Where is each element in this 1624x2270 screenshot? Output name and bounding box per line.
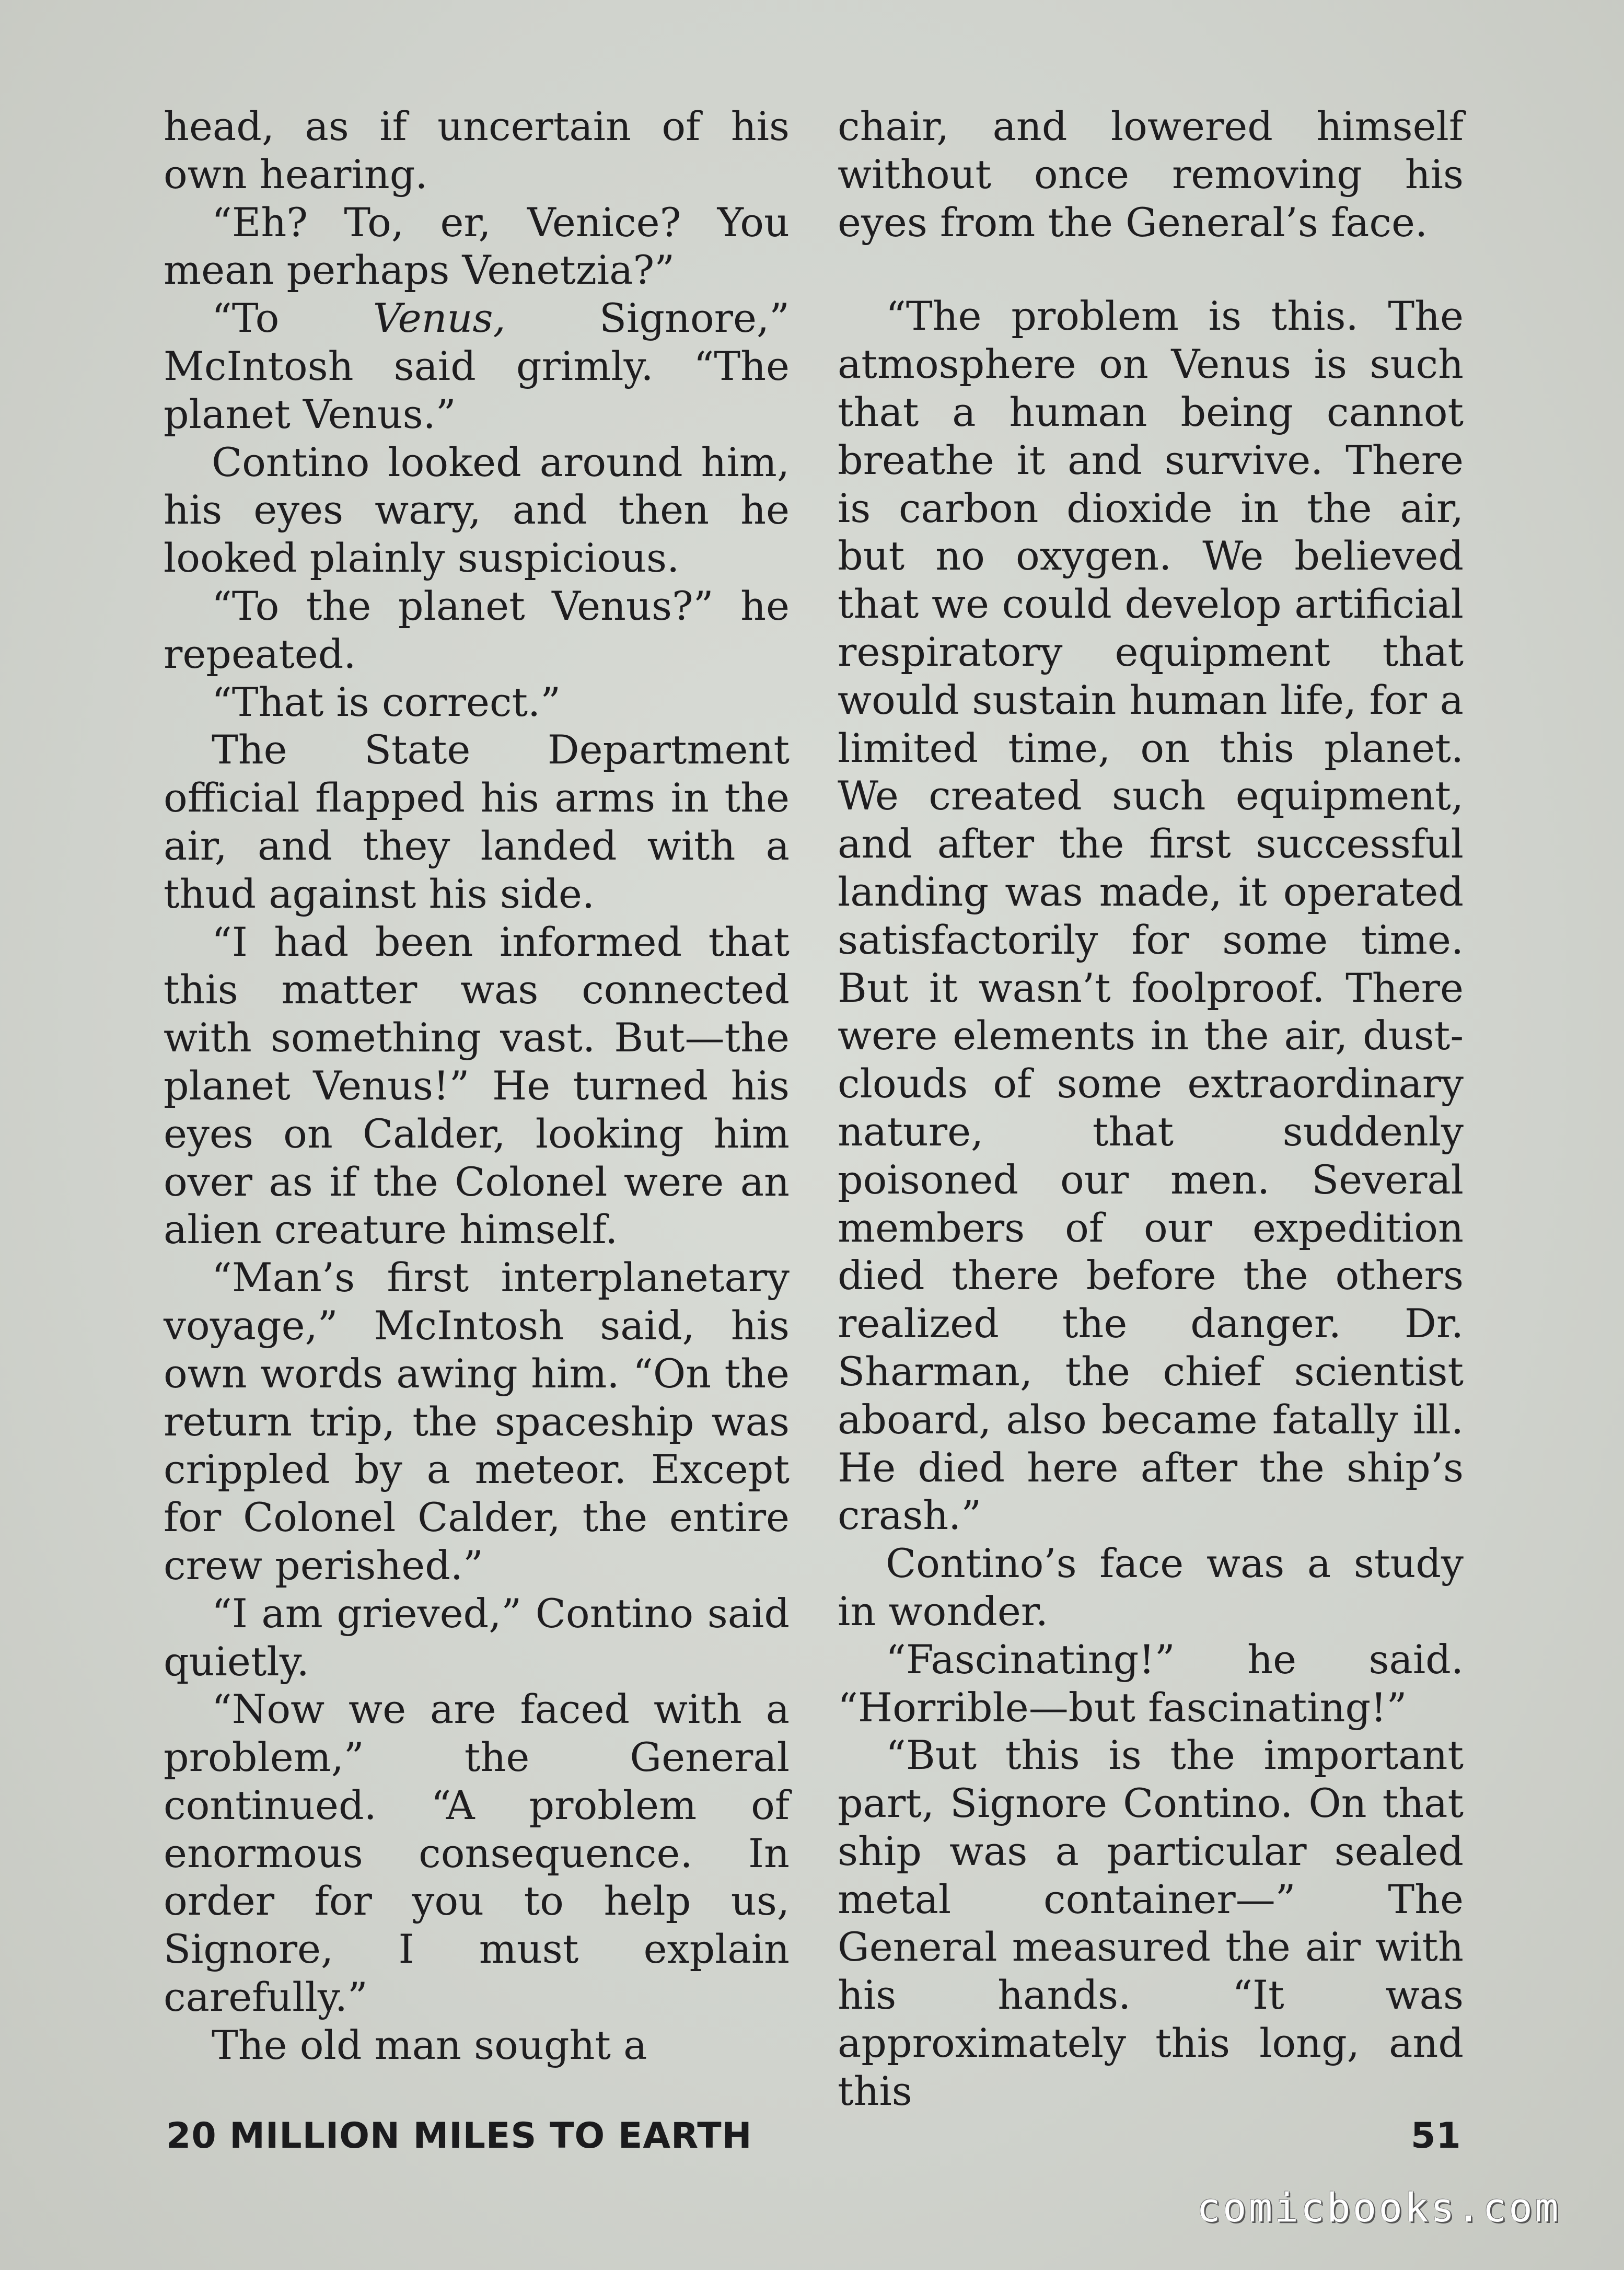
paragraph: “That is correct.” — [212, 678, 561, 725]
paragraph-continuation: chair, and lowered himself without once removing his eyes from the General’s face. — [838, 103, 1464, 246]
paragraph: “To the planet Venus?” he repeated. — [164, 582, 790, 677]
paragraph-text: “To — [212, 295, 373, 342]
paragraph: “Now we are faced with a problem,” the General continued. “A problem of enormous consequence. In order for you to help us, Signore, I must explain carefully.” — [164, 1686, 790, 2021]
paragraph: “Eh? To, er, Venice? You mean perhaps Venetzia?” — [164, 199, 790, 294]
paragraph: The old man sought a — [212, 2021, 647, 2068]
paragraph: The State Department official flapped his arms in the air, and they landed with a thud against his side. — [164, 726, 790, 917]
paragraph: Contino looked around him, his eyes wary, and then he looked plainly suspicious. — [164, 438, 790, 582]
paragraph: “Fascinating!” he said. “Horrible—but fascinating!” — [838, 1636, 1464, 1731]
paragraph: “I am grieved,” Contino said quietly. — [164, 1590, 790, 1685]
paragraph: “Man’s first interplanetary voyage,” McIntosh said, his own words awing him. “On the return trip, the spaceship was crippled by a meteor. Except for Colonel Calder, the entire crew perished.” — [164, 1254, 790, 1589]
paragraph-text: Signore,” McIntosh said grimly. “The planet Venus.” — [164, 295, 790, 437]
left-text-column — [164, 102, 790, 2069]
watermark-logo: comicbooks.com — [1197, 2184, 1561, 2231]
page-number: 51 — [1411, 2115, 1461, 2157]
running-footer-title: 20 MILLION MILES TO EARTH — [166, 2115, 752, 2157]
paragraph-continuation: head, as if uncertain of his own hearing. — [164, 103, 790, 198]
right-text-column — [838, 102, 1464, 2115]
italic-word: Venus, — [373, 295, 506, 342]
paragraph: “The problem is this. The atmosphere on Venus is such that a human being cannot breathe it and survive. There is carbon dioxide in the air, but no oxygen. We believed that we could develop artificial respiratory equipment that would sustain human life, for a limited time, on this planet. We created such equipment, and after the first successful landing was made, it operated satisfactorily for some time. But it wasn’t foolproof. There were elements in the air, dust-clouds of some extraordinary nature, that suddenly poisoned our men. Several members of our expedition died there before the others realized the danger. Dr. Sharman, the chief scientist aboard, also became fatally ill. He died here after the ship’s crash.” — [838, 293, 1464, 1539]
paragraph: Contino’s face was a study in wonder. — [838, 1540, 1464, 1635]
paragraph — [164, 294, 790, 438]
paragraph: “But this is the important part, Signore Contino. On that ship was a particular sealed metal container—” The General measured the air with his hands. “It was approximately this long, and this — [838, 1732, 1464, 2114]
paragraph: “I had been informed that this matter was connected with something vast. But—the planet Venus!” He turned his eyes on Calder, looking him over as if the Colonel were an alien creature himself. — [164, 918, 790, 1253]
